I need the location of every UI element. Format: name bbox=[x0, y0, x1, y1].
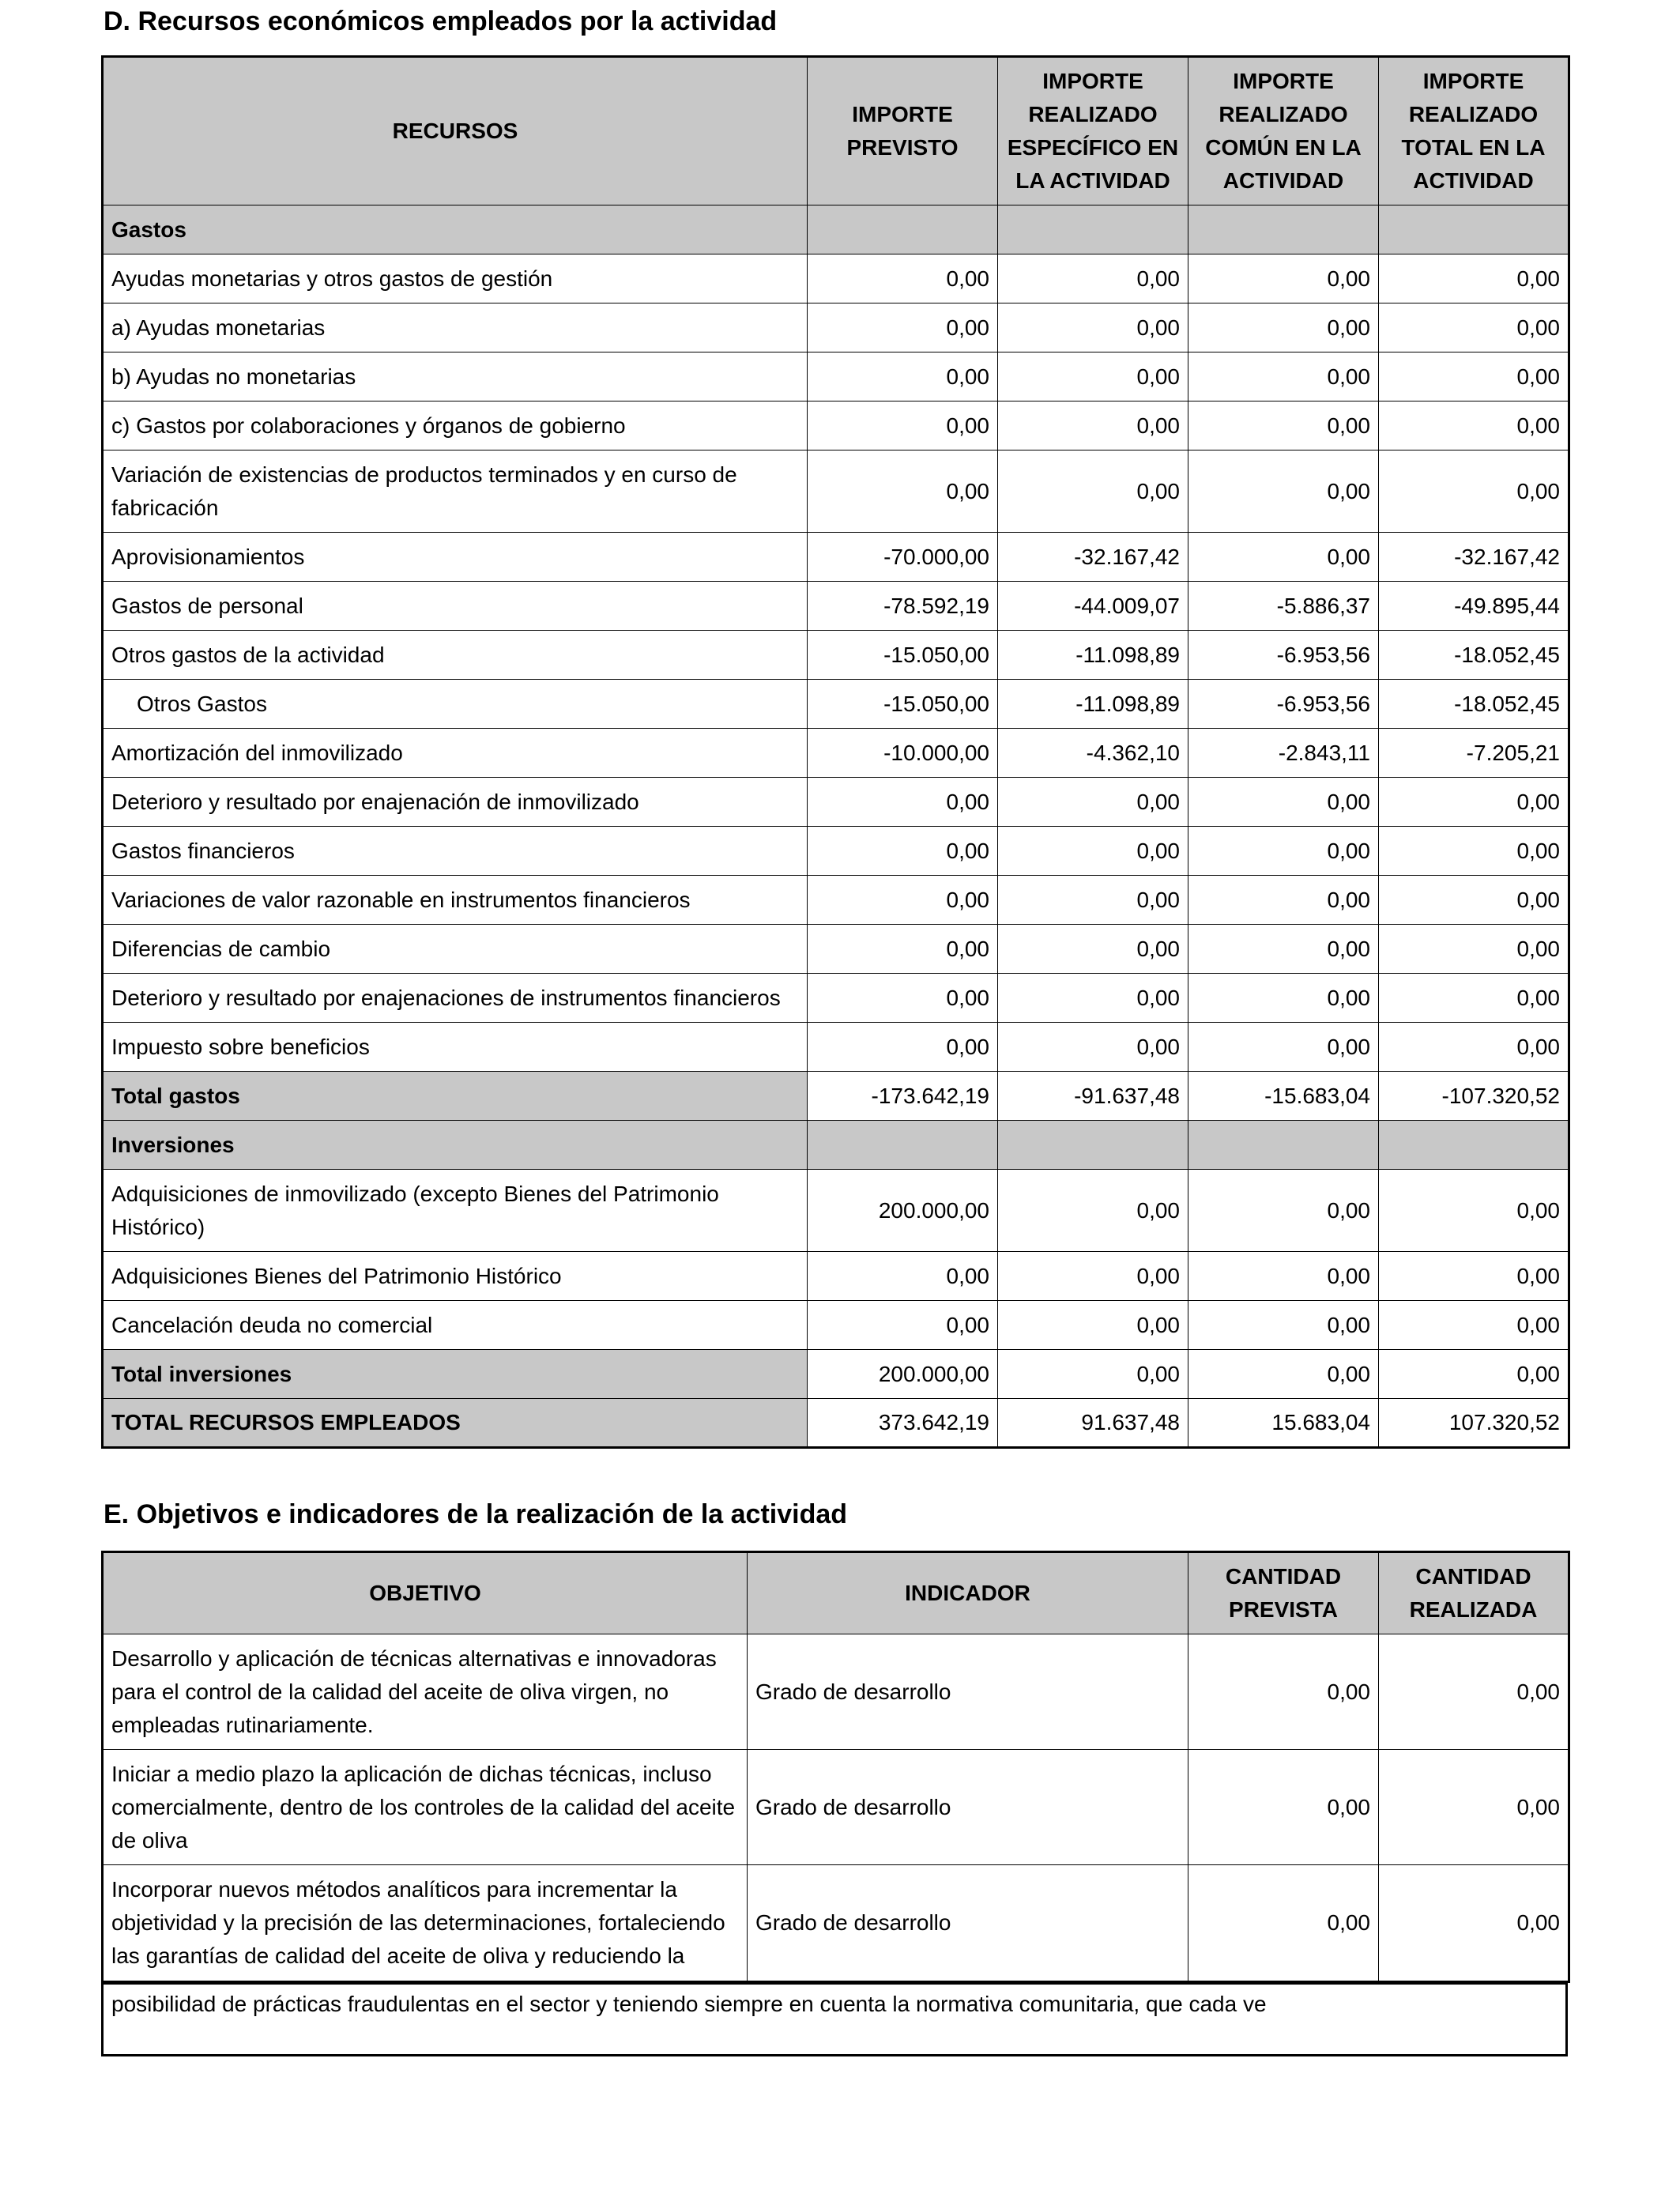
importe-previsto-cell bbox=[808, 205, 998, 254]
importe-comun-cell: 0,00 bbox=[1188, 303, 1379, 352]
importe-especifico-cell: 0,00 bbox=[998, 1350, 1188, 1399]
importe-especifico-cell: 0,00 bbox=[998, 254, 1188, 303]
importe-total-cell: 0,00 bbox=[1379, 827, 1569, 876]
importe-especifico-cell bbox=[998, 205, 1188, 254]
importe-comun-cell: -2.843,11 bbox=[1188, 729, 1379, 778]
importe-comun-cell bbox=[1188, 205, 1379, 254]
importe-previsto-cell: 0,00 bbox=[808, 778, 998, 827]
importe-comun-cell: -15.683,04 bbox=[1188, 1072, 1379, 1121]
importe-total-cell: 0,00 bbox=[1379, 1170, 1569, 1252]
objectives-table-body bbox=[103, 1634, 1569, 1982]
importe-previsto-cell: -10.000,00 bbox=[808, 729, 998, 778]
table-row bbox=[103, 1170, 1569, 1252]
importe-previsto-cell: 0,00 bbox=[808, 876, 998, 925]
importe-comun-cell: 0,00 bbox=[1188, 533, 1379, 582]
importe-comun-cell: 0,00 bbox=[1188, 827, 1379, 876]
row-label: b) Ayudas no monetarias bbox=[103, 352, 808, 401]
header-cantidad-realizada: CANTIDAD REALIZADA bbox=[1379, 1552, 1569, 1634]
importe-previsto-cell: 0,00 bbox=[808, 974, 998, 1023]
importe-especifico-cell: -4.362,10 bbox=[998, 729, 1188, 778]
table-row bbox=[103, 254, 1569, 303]
importe-previsto-cell: -15.050,00 bbox=[808, 680, 998, 729]
row-label: Inversiones bbox=[103, 1121, 808, 1170]
importe-comun-cell: 15.683,04 bbox=[1188, 1399, 1379, 1448]
row-label: Total gastos bbox=[103, 1072, 808, 1121]
row-label: Impuesto sobre beneficios bbox=[103, 1023, 808, 1072]
importe-comun-cell: 0,00 bbox=[1188, 1023, 1379, 1072]
table-row bbox=[103, 582, 1569, 631]
objectives-table bbox=[101, 1551, 1570, 1983]
importe-comun-cell: -5.886,37 bbox=[1188, 582, 1379, 631]
importe-total-cell: 0,00 bbox=[1379, 876, 1569, 925]
importe-total-cell: 0,00 bbox=[1379, 925, 1569, 974]
importe-comun-cell: 0,00 bbox=[1188, 1350, 1379, 1399]
importe-previsto-cell: -15.050,00 bbox=[808, 631, 998, 680]
importe-especifico-cell: 0,00 bbox=[998, 401, 1188, 450]
objective-row bbox=[103, 1865, 1569, 1982]
row-label: Diferencias de cambio bbox=[103, 925, 808, 974]
objective-continuation: posibilidad de prácticas fraudulentas en el sector y teniendo siempre en cuenta la normativa comunitaria, que cada ve bbox=[101, 1982, 1568, 2056]
table-row bbox=[103, 303, 1569, 352]
objective-text: Desarrollo y aplicación de técnicas alternativas e innovadoras para el control de la calidad del aceite de oliva virgen, no empleadas rutinariamente. bbox=[103, 1634, 748, 1750]
objectives-header-row bbox=[103, 1552, 1569, 1634]
row-label: Gastos de personal bbox=[103, 582, 808, 631]
objective-row bbox=[103, 1750, 1569, 1865]
importe-previsto-cell: 0,00 bbox=[808, 1252, 998, 1301]
importe-especifico-cell: -32.167,42 bbox=[998, 533, 1188, 582]
header-importe-comun: IMPORTE REALIZADO COMÚN EN LA ACTIVIDAD bbox=[1188, 57, 1379, 205]
table-row bbox=[103, 401, 1569, 450]
row-label: Adquisiciones Bienes del Patrimonio Histórico bbox=[103, 1252, 808, 1301]
importe-total-cell: 0,00 bbox=[1379, 303, 1569, 352]
importe-comun-cell: -6.953,56 bbox=[1188, 631, 1379, 680]
importe-total-cell: -107.320,52 bbox=[1379, 1072, 1569, 1121]
header-indicador: INDICADOR bbox=[748, 1552, 1188, 1634]
table-row bbox=[103, 925, 1569, 974]
objective-text: Incorporar nuevos métodos analíticos para incrementar la objetividad y la precisión de las determinaciones, fortaleciendo las garantías de calidad del aceite de oliva y reduciendo la bbox=[103, 1865, 748, 1982]
importe-comun-cell: 0,00 bbox=[1188, 925, 1379, 974]
group-header-row bbox=[103, 1121, 1569, 1170]
resources-table bbox=[101, 55, 1570, 1449]
importe-previsto-cell: 373.642,19 bbox=[808, 1399, 998, 1448]
total-row bbox=[103, 1399, 1569, 1448]
resources-header-row bbox=[103, 57, 1569, 205]
indicator-text: Grado de desarrollo bbox=[748, 1750, 1188, 1865]
importe-previsto-cell: 0,00 bbox=[808, 450, 998, 533]
table-row bbox=[103, 827, 1569, 876]
importe-previsto-cell: 200.000,00 bbox=[808, 1350, 998, 1399]
importe-especifico-cell: 91.637,48 bbox=[998, 1399, 1188, 1448]
indicator-text: Grado de desarrollo bbox=[748, 1634, 1188, 1750]
section-d-title: D. Recursos económicos empleados por la actividad bbox=[104, 6, 778, 36]
importe-total-cell: 0,00 bbox=[1379, 401, 1569, 450]
importe-previsto-cell: 200.000,00 bbox=[808, 1170, 998, 1252]
importe-comun-cell: 0,00 bbox=[1188, 1301, 1379, 1350]
importe-total-cell: 107.320,52 bbox=[1379, 1399, 1569, 1448]
importe-total-cell: 0,00 bbox=[1379, 352, 1569, 401]
section-e-title: E. Objetivos e indicadores de la realización de la actividad bbox=[104, 1499, 848, 1529]
importe-comun-cell: 0,00 bbox=[1188, 254, 1379, 303]
importe-especifico-cell: 0,00 bbox=[998, 925, 1188, 974]
row-label: Deterioro y resultado por enajenaciones de instrumentos financieros bbox=[103, 974, 808, 1023]
table-row bbox=[103, 680, 1569, 729]
importe-especifico-cell: 0,00 bbox=[998, 1301, 1188, 1350]
importe-comun-cell: 0,00 bbox=[1188, 974, 1379, 1023]
importe-total-cell: 0,00 bbox=[1379, 1301, 1569, 1350]
importe-comun-cell: 0,00 bbox=[1188, 401, 1379, 450]
importe-previsto-cell bbox=[808, 1121, 998, 1170]
table-row bbox=[103, 974, 1569, 1023]
table-row bbox=[103, 778, 1569, 827]
importe-especifico-cell: 0,00 bbox=[998, 303, 1188, 352]
row-label: TOTAL RECURSOS EMPLEADOS bbox=[103, 1399, 808, 1448]
importe-total-cell bbox=[1379, 205, 1569, 254]
header-cantidad-prevista: CANTIDAD PREVISTA bbox=[1188, 1552, 1379, 1634]
row-label: Cancelación deuda no comercial bbox=[103, 1301, 808, 1350]
table-row bbox=[103, 1023, 1569, 1072]
indicator-text: Grado de desarrollo bbox=[748, 1865, 1188, 1982]
importe-especifico-cell: -11.098,89 bbox=[998, 631, 1188, 680]
row-label: Gastos financieros bbox=[103, 827, 808, 876]
row-label: Adquisiciones de inmovilizado (excepto Bienes del Patrimonio Histórico) bbox=[103, 1170, 808, 1252]
importe-total-cell bbox=[1379, 1121, 1569, 1170]
importe-especifico-cell: 0,00 bbox=[998, 1170, 1188, 1252]
importe-previsto-cell: -78.592,19 bbox=[808, 582, 998, 631]
importe-previsto-cell: 0,00 bbox=[808, 303, 998, 352]
importe-previsto-cell: -173.642,19 bbox=[808, 1072, 998, 1121]
cantidad-prevista-cell: 0,00 bbox=[1188, 1750, 1379, 1865]
importe-especifico-cell: 0,00 bbox=[998, 876, 1188, 925]
row-label: Variaciones de valor razonable en instrumentos financieros bbox=[103, 876, 808, 925]
row-label: a) Ayudas monetarias bbox=[103, 303, 808, 352]
importe-total-cell: -18.052,45 bbox=[1379, 680, 1569, 729]
header-importe-especifico: IMPORTE REALIZADO ESPECÍFICO EN LA ACTIVIDAD bbox=[998, 57, 1188, 205]
importe-especifico-cell: 0,00 bbox=[998, 1252, 1188, 1301]
importe-previsto-cell: -70.000,00 bbox=[808, 533, 998, 582]
table-row bbox=[103, 533, 1569, 582]
importe-total-cell: 0,00 bbox=[1379, 1252, 1569, 1301]
importe-especifico-cell: -44.009,07 bbox=[998, 582, 1188, 631]
cantidad-realizada-cell: 0,00 bbox=[1379, 1865, 1569, 1982]
row-label: c) Gastos por colaboraciones y órganos de gobierno bbox=[103, 401, 808, 450]
importe-total-cell: -32.167,42 bbox=[1379, 533, 1569, 582]
objective-row bbox=[103, 1634, 1569, 1750]
importe-previsto-cell: 0,00 bbox=[808, 827, 998, 876]
importe-comun-cell: 0,00 bbox=[1188, 778, 1379, 827]
table-row bbox=[103, 450, 1569, 533]
importe-previsto-cell: 0,00 bbox=[808, 1023, 998, 1072]
importe-total-cell: -7.205,21 bbox=[1379, 729, 1569, 778]
cantidad-prevista-cell: 0,00 bbox=[1188, 1865, 1379, 1982]
importe-especifico-cell bbox=[998, 1121, 1188, 1170]
total-row bbox=[103, 1072, 1569, 1121]
cantidad-realizada-cell: 0,00 bbox=[1379, 1634, 1569, 1750]
row-label: Variación de existencias de productos terminados y en curso de fabricación bbox=[103, 450, 808, 533]
importe-especifico-cell: 0,00 bbox=[998, 778, 1188, 827]
importe-previsto-cell: 0,00 bbox=[808, 925, 998, 974]
importe-total-cell: 0,00 bbox=[1379, 254, 1569, 303]
table-row bbox=[103, 876, 1569, 925]
cantidad-prevista-cell: 0,00 bbox=[1188, 1634, 1379, 1750]
importe-comun-cell: -6.953,56 bbox=[1188, 680, 1379, 729]
importe-total-cell: 0,00 bbox=[1379, 450, 1569, 533]
importe-total-cell: 0,00 bbox=[1379, 974, 1569, 1023]
table-row bbox=[103, 1252, 1569, 1301]
importe-previsto-cell: 0,00 bbox=[808, 254, 998, 303]
importe-total-cell: -49.895,44 bbox=[1379, 582, 1569, 631]
row-label: Otros Gastos bbox=[103, 680, 808, 729]
row-label: Gastos bbox=[103, 205, 808, 254]
importe-especifico-cell: 0,00 bbox=[998, 827, 1188, 876]
header-recursos: RECURSOS bbox=[103, 57, 808, 205]
importe-comun-cell bbox=[1188, 1121, 1379, 1170]
importe-comun-cell: 0,00 bbox=[1188, 876, 1379, 925]
importe-comun-cell: 0,00 bbox=[1188, 1170, 1379, 1252]
importe-especifico-cell: -11.098,89 bbox=[998, 680, 1188, 729]
table-row bbox=[103, 631, 1569, 680]
table-row bbox=[103, 352, 1569, 401]
row-label: Aprovisionamientos bbox=[103, 533, 808, 582]
importe-total-cell: 0,00 bbox=[1379, 1350, 1569, 1399]
group-header-row bbox=[103, 205, 1569, 254]
importe-especifico-cell: 0,00 bbox=[998, 1023, 1188, 1072]
objective-text: Iniciar a medio plazo la aplicación de dichas técnicas, incluso comercialmente, dentro de los controles de la calidad del aceite de oliva bbox=[103, 1750, 748, 1865]
header-objetivo: OBJETIVO bbox=[103, 1552, 748, 1634]
importe-previsto-cell: 0,00 bbox=[808, 1301, 998, 1350]
cantidad-realizada-cell: 0,00 bbox=[1379, 1750, 1569, 1865]
importe-especifico-cell: -91.637,48 bbox=[998, 1072, 1188, 1121]
importe-previsto-cell: 0,00 bbox=[808, 352, 998, 401]
importe-comun-cell: 0,00 bbox=[1188, 1252, 1379, 1301]
importe-comun-cell: 0,00 bbox=[1188, 450, 1379, 533]
importe-especifico-cell: 0,00 bbox=[998, 450, 1188, 533]
row-label: Amortización del inmovilizado bbox=[103, 729, 808, 778]
importe-total-cell: -18.052,45 bbox=[1379, 631, 1569, 680]
importe-previsto-cell: 0,00 bbox=[808, 401, 998, 450]
importe-especifico-cell: 0,00 bbox=[998, 352, 1188, 401]
resources-table-body bbox=[103, 205, 1569, 1448]
header-importe-total: IMPORTE REALIZADO TOTAL EN LA ACTIVIDAD bbox=[1379, 57, 1569, 205]
importe-comun-cell: 0,00 bbox=[1188, 352, 1379, 401]
table-row bbox=[103, 729, 1569, 778]
header-importe-previsto: IMPORTE PREVISTO bbox=[808, 57, 998, 205]
row-label: Ayudas monetarias y otros gastos de gestión bbox=[103, 254, 808, 303]
row-label: Otros gastos de la actividad bbox=[103, 631, 808, 680]
row-label: Total inversiones bbox=[103, 1350, 808, 1399]
importe-especifico-cell: 0,00 bbox=[998, 974, 1188, 1023]
row-label: Deterioro y resultado por enajenación de inmovilizado bbox=[103, 778, 808, 827]
total-row bbox=[103, 1350, 1569, 1399]
importe-total-cell: 0,00 bbox=[1379, 1023, 1569, 1072]
importe-total-cell: 0,00 bbox=[1379, 778, 1569, 827]
table-row bbox=[103, 1301, 1569, 1350]
